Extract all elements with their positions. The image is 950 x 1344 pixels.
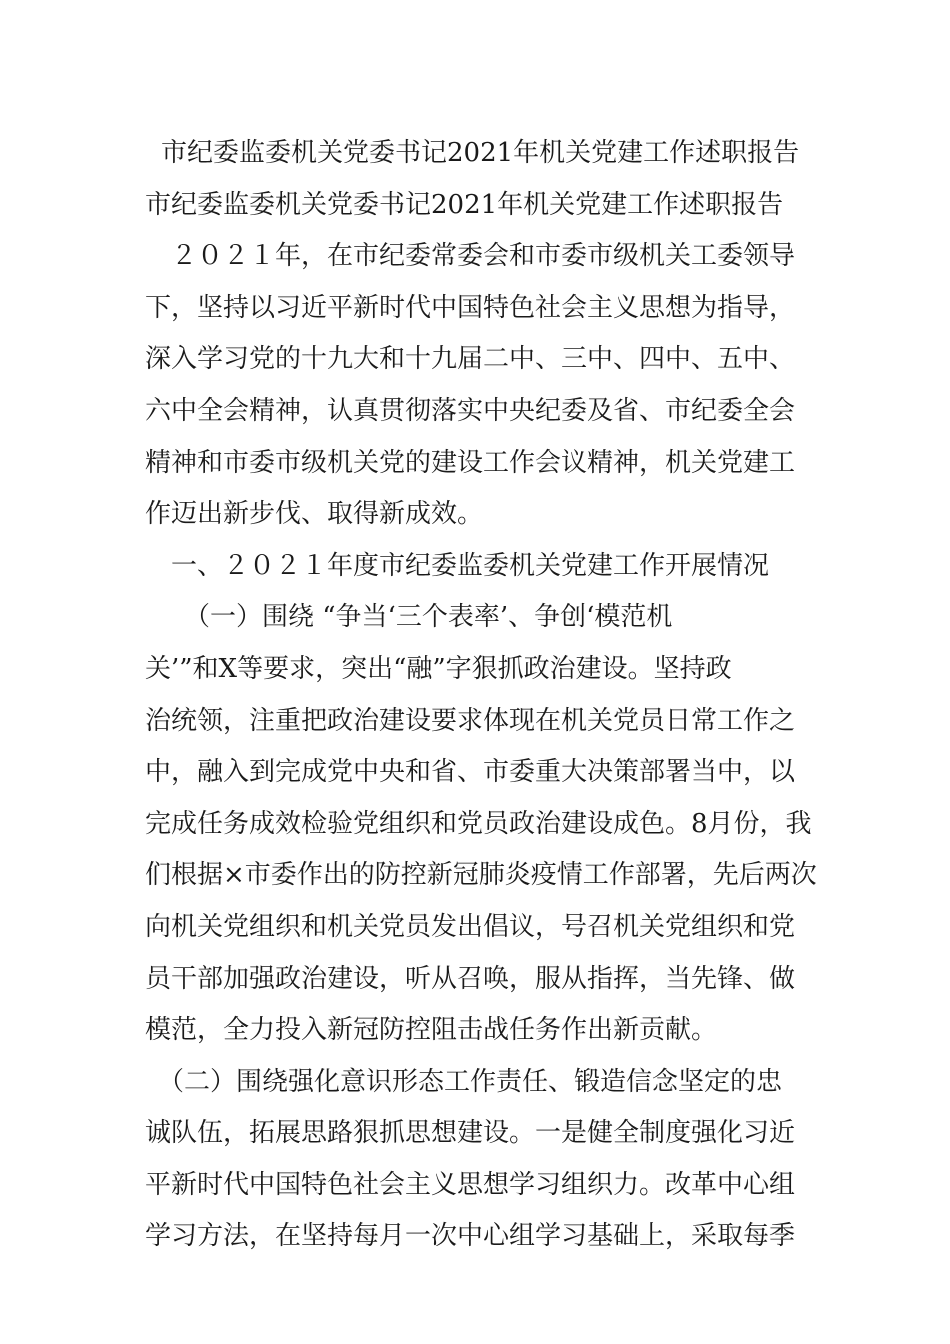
document-title-line-2: 市纪委监委机关党委书记2021年机关党建工作述职报告 [145,189,784,220]
body-line-8: （一）围绕 “争当‘三个表率’、争创‘模范机 [145,602,673,633]
body-line-15: 员干部加强政治建设，听从召唤，服从指挥，当先锋、做 [145,963,796,994]
body-line-3: 深入学习党的十九大和十九届二中、三中、四中、五中、 [145,344,796,375]
body-line-9: 关’”和X等要求，突出“融”字狠抓政治建设。坚持政 [145,653,732,684]
body-line-17: （二）围绕强化意识形态工作责任、锻造信念坚定的忠 [145,1066,783,1097]
section-heading-1: 一、２０２１年度市纪委监委机关党建工作开展情况 [145,550,770,581]
body-line-12: 完成任务成效检验党组织和党员政治建设成色。8月份，我 [145,808,812,839]
body-line-18: 诚队伍，拓展思路狠抓思想建设。一是健全制度强化习近 [145,1118,796,1149]
document-title-line-1: 市纪委监委机关党委书记2021年机关党建工作述职报告 [161,138,800,168]
body-line-20: 学习方法，在坚持每月一次中心组学习基础上，采取每季 [145,1221,796,1252]
body-line-2: 下，坚持以习近平新时代中国特色社会主义思想为指导， [145,292,796,323]
body-line-11: 中，融入到完成党中央和省、市委重大决策部署当中，以 [145,757,796,788]
body-line-13: 们根据×市委作出的防控新冠肺炎疫情工作部署，先后两次 [145,860,817,891]
body-line-14: 向机关党组织和机关党员发出倡议，号召机关党组织和党 [145,911,796,942]
body-line-1: ２０２１年，在市纪委常委会和市委市级机关工委领导 [145,241,796,272]
document-body [145,128,817,1263]
body-line-10: 治统领，注重把政治建设要求体现在机关党员日常工作之 [145,705,796,736]
body-line-19: 平新时代中国特色社会主义思想学习组织力。改革中心组 [145,1169,796,1200]
body-line-6: 作迈出新步伐、取得新成效。 [145,499,484,530]
body-line-4: 六中全会精神，认真贯彻落实中央纪委及省、市纪委全会 [145,395,796,426]
body-line-16: 模范，全力投入新冠防控阻击战任务作出新贡献。 [145,1015,718,1046]
body-line-5: 精神和市委市级机关党的建设工作会议精神，机关党建工 [145,447,796,478]
